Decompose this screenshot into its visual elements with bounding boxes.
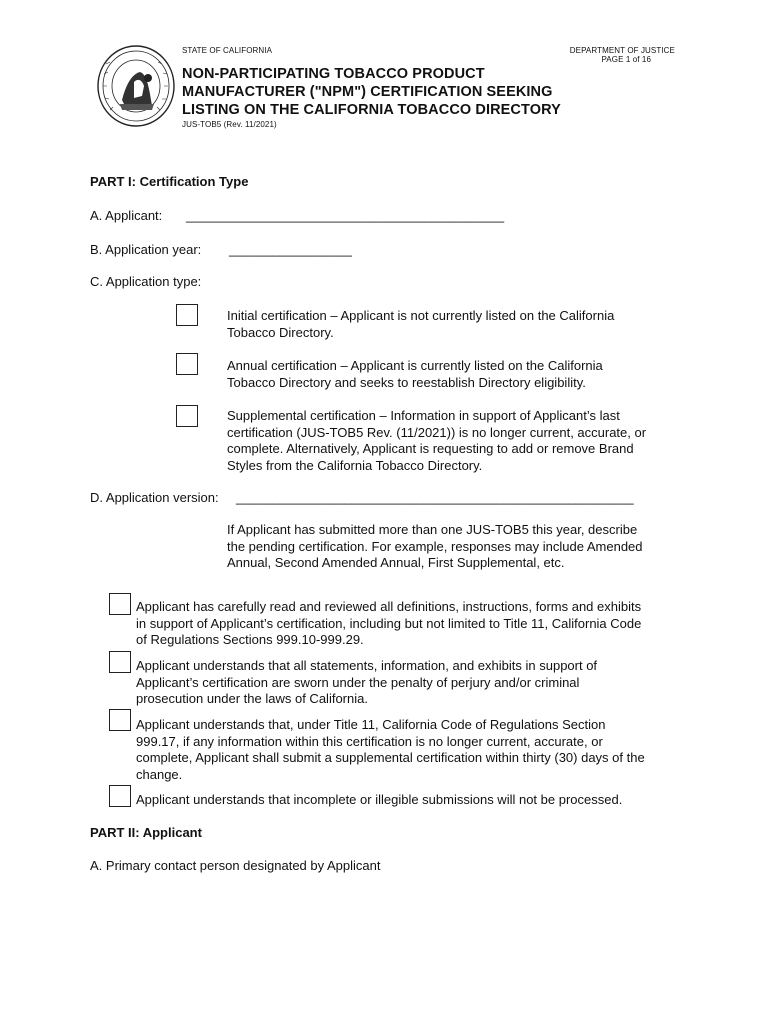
ack-perjury-text-1: Applicant understands that all statements, information, and exhibits in support of	[136, 658, 598, 673]
california-seal-logo	[96, 44, 176, 128]
application-version-field[interactable]: _______________________________________________________	[236, 490, 634, 505]
ack-supplemental-text-3: complete, Applicant shall submit a supplemental certification within thirty (30) days of the	[136, 750, 645, 765]
ack-incomplete-text-1: Applicant understands that incomplete or illegible submissions will not be processed.	[136, 792, 623, 807]
ack-reviewed-checkbox[interactable]	[109, 593, 131, 615]
form-title-line1: NON-PARTICIPATING TOBACCO PRODUCT	[182, 66, 485, 82]
ack-supplemental-text-4: change.	[136, 766, 183, 782]
annual-certification-text-2: Tobacco Directory and seeks to reestablish Directory eligibility.	[227, 374, 586, 390]
ack-perjury-text-2: Applicant’s certification are sworn under the penalty of perjury and/or criminal	[136, 674, 580, 690]
page-number: PAGE 1 of 16	[601, 55, 651, 64]
application-version-note-2: the pending certification. For example, responses may include Amended	[227, 538, 643, 554]
ack-supplemental-text-1: Applicant understands that, under Title 11, California Code of Regulations Section	[136, 717, 606, 732]
initial-certification-text-2: Tobacco Directory.	[227, 324, 334, 340]
supplemental-certification-checkbox[interactable]	[176, 405, 198, 427]
form-title-line3: LISTING ON THE CALIFORNIA TOBACCO DIRECTORY	[182, 102, 561, 118]
part2-heading: PART II: Applicant	[90, 825, 202, 840]
state-label: STATE OF CALIFORNIA	[182, 46, 273, 55]
annual-certification-checkbox[interactable]	[176, 353, 198, 375]
applicant-label: A. Applicant:	[90, 208, 163, 223]
supplemental-certification-text-4: Styles from the California Tobacco Directory.	[227, 457, 483, 473]
ack-supplemental-checkbox[interactable]	[109, 709, 131, 731]
form-title-line2: MANUFACTURER ("NPM") CERTIFICATION SEEKING	[182, 84, 553, 100]
application-type-label: C. Application type:	[90, 274, 202, 289]
application-version-note-3: Annual, Second Amended Annual, First Supplemental, etc.	[227, 555, 565, 570]
ack-supplemental-text-2: 999.17, if any information within this certification is no longer current, accurate, or	[136, 733, 603, 749]
ack-perjury-checkbox[interactable]	[109, 651, 131, 673]
department-label: DEPARTMENT OF JUSTICE	[569, 46, 675, 55]
application-year-field[interactable]: _________________	[229, 242, 352, 257]
application-version-note-1: If Applicant has submitted more than one JUS-TOB5 this year, describe	[227, 522, 638, 537]
application-year-label: B. Application year:	[90, 242, 202, 257]
primary-contact-label: A. Primary contact person designated by Applicant	[90, 858, 381, 873]
initial-certification-checkbox[interactable]	[176, 304, 198, 326]
part1-heading: PART I: Certification Type	[90, 174, 249, 189]
annual-certification-text-1: Annual certification – Applicant is currently listed on the California	[227, 358, 603, 373]
ack-perjury-text-3: prosecution under the laws of California.	[136, 691, 368, 706]
ack-reviewed-text-3: of Regulations Sections 999.10-999.29.	[136, 632, 364, 647]
application-version-label: D. Application version:	[90, 490, 219, 505]
initial-certification-text-1: Initial certification – Applicant is not currently listed on the California	[227, 308, 615, 323]
ack-reviewed-text-2: in support of Applicant’s certification, including but not limited to Title 11, California Code	[136, 615, 642, 631]
form-id: JUS-TOB5 (Rev. 11/2021)	[182, 120, 277, 129]
supplemental-certification-text-1: Supplemental certification – Information in support of Applicant’s last	[227, 408, 620, 423]
supplemental-certification-text-2: certification (JUS-TOB5 Rev. (11/2021)) is no longer current, accurate, or	[227, 424, 647, 440]
applicant-field[interactable]: ____________________________________________	[186, 208, 505, 223]
supplemental-certification-text-3: complete. Alternatively, Applicant is requesting to add or remove Brand	[227, 441, 634, 456]
ack-reviewed-text-1: Applicant has carefully read and reviewed all definitions, instructions, forms and exhibits	[136, 599, 642, 614]
ack-incomplete-checkbox[interactable]	[109, 785, 131, 807]
